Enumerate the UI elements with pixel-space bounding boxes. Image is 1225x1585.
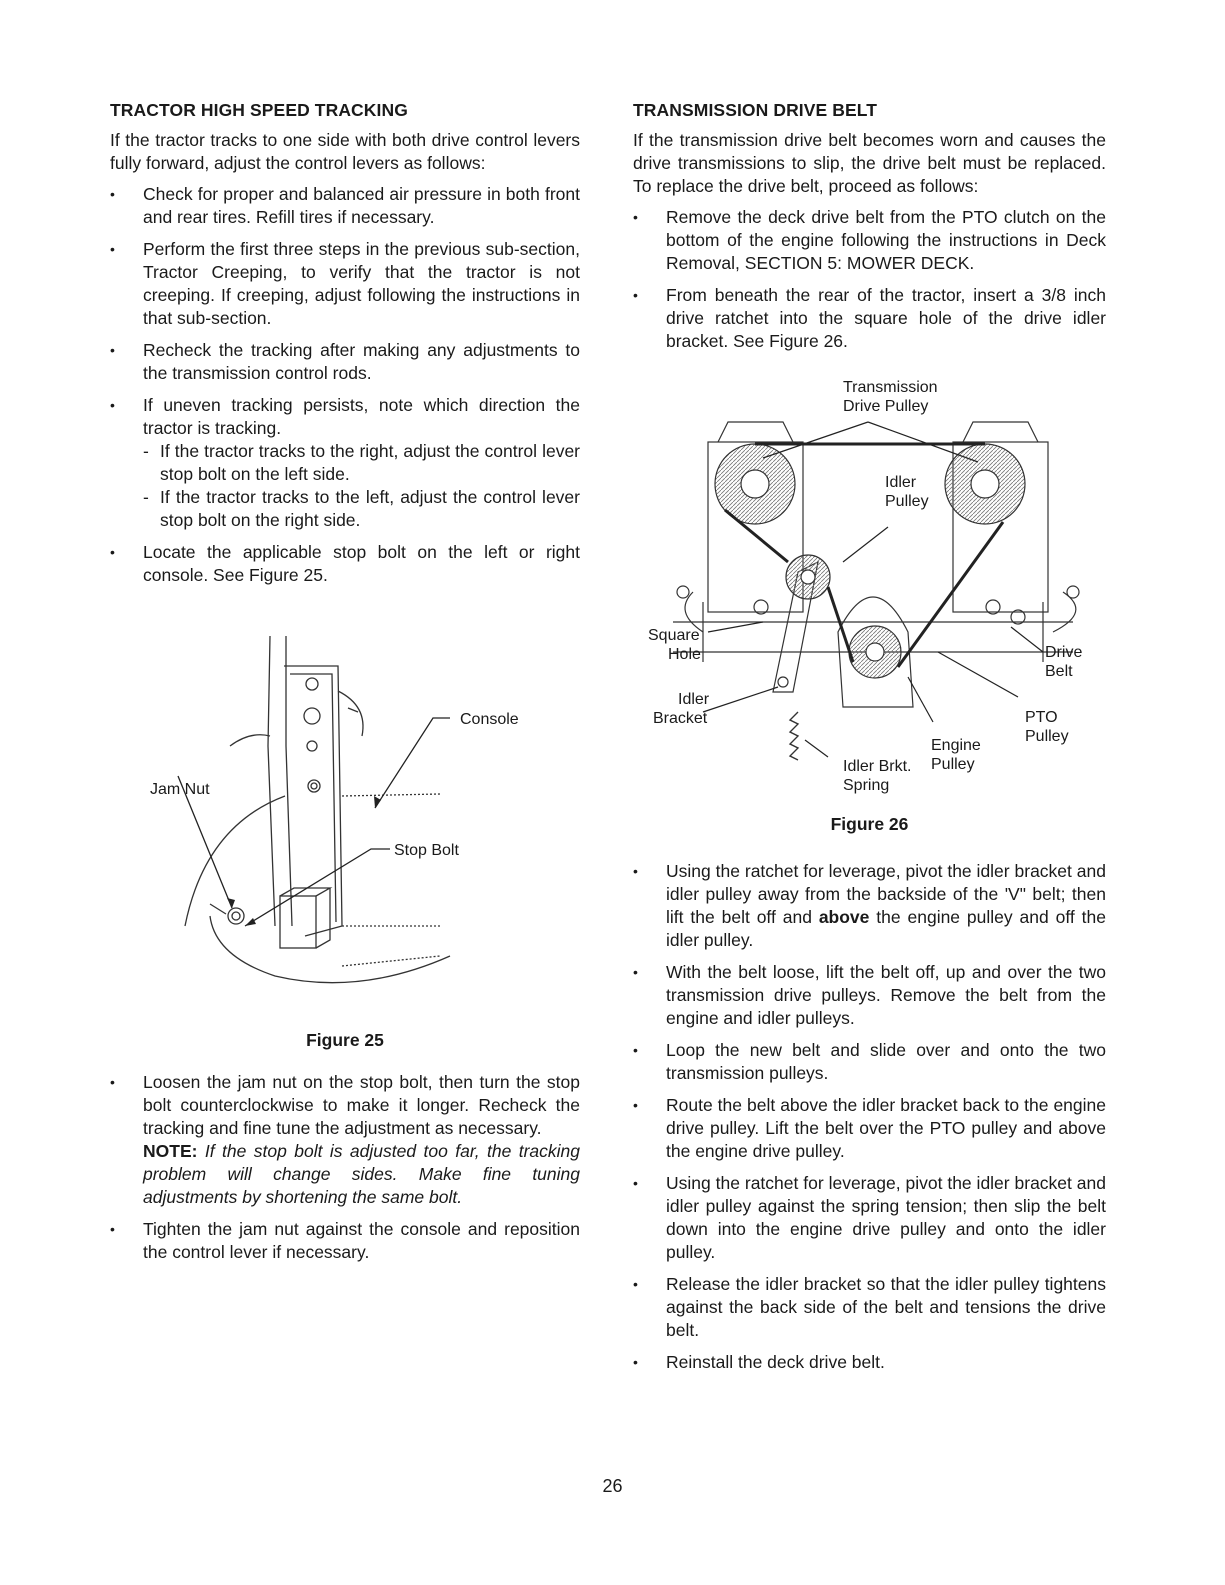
label-drive-belt-2: Belt: [1045, 663, 1073, 680]
label-idler-bracket-2: Bracket: [653, 710, 708, 727]
list-item: • Using the ratchet for leverage, pivot the idler bracket and idler pulley against the spring tension; then slip the belt down into the engine drive pulley and onto the idler pulley.: [633, 1172, 1106, 1264]
left-column: [110, 100, 580, 1273]
drive-belt-steps: [633, 206, 1106, 353]
label-transmission-1: Transmission: [843, 379, 938, 396]
console-stop-bolt-illustration: [110, 596, 580, 1021]
list-item: • Perform the first three steps in the previous sub-section, Tractor Creeping, to verify that the tractor is not creeping. If creeping, adjust following the instructions in that sub-section.: [110, 238, 580, 330]
page-number: 26: [602, 1476, 623, 1496]
list-item: • Recheck the tracking after making any adjustments to the transmission control rods.: [110, 339, 580, 385]
list-item: • Tighten the jam nut against the console and reposition the control lever if necessary.: [110, 1218, 580, 1264]
label-square-hole-2: Hole: [668, 646, 701, 663]
list-item: • Remove the deck drive belt from the PTO clutch on the bottom of the engine following the instructions in Deck Removal, SECTION 5: MOWER DECK.: [633, 206, 1106, 275]
list-item: • From beneath the rear of the tractor, insert a 3/8 inch drive ratchet into the square hole of the drive idler bracket. See Figure 26.: [633, 284, 1106, 353]
list-item: [110, 394, 580, 532]
figure-25: [110, 596, 580, 1050]
drive-belt-illustration: [633, 362, 1106, 817]
list-item: • Reinstall the deck drive belt.: [633, 1351, 1106, 1374]
note-text: If the stop bolt is adjusted too far, the tracking problem will change sides. Make fine tuning adjustments by shortening the same bolt.: [143, 1141, 580, 1207]
label-idler-spring-2: Spring: [843, 777, 890, 794]
emphasis-text: above: [818, 907, 870, 927]
note-label: NOTE:: [143, 1141, 198, 1161]
label-square-hole-1: Square: [648, 627, 700, 644]
label-idler-spring-1: Idler Brkt.: [843, 758, 912, 775]
list-item-text: the engine pulley and off the idler pulley.: [666, 907, 1106, 950]
drive-belt-steps-continued: [633, 860, 1106, 1374]
section-heading-drive-belt: TRANSMISSION DRIVE BELT: [633, 100, 878, 120]
list-item-text: Using the ratchet for leverage, pivot the idler bracket and idler pulley away from the backside of the 'V" belt; then lift the belt off and: [666, 861, 1106, 927]
list-item: [633, 860, 1106, 952]
list-item: • Route the belt above the idler bracket back to the engine drive pulley. Lift the belt over the PTO pulley and above the engine drive pulley.: [633, 1094, 1106, 1163]
label-idler-pulley-1: Idler: [885, 474, 917, 491]
tracking-steps-continued: [110, 1071, 580, 1264]
label-pto-pulley-2: Pulley: [1025, 728, 1069, 745]
note: [143, 1140, 580, 1209]
list-item: • Release the idler bracket so that the idler pulley tightens against the back side of the belt and tensions the drive belt.: [633, 1273, 1106, 1342]
label-jam-nut: Jam Nut: [150, 781, 210, 798]
figure-26: [633, 362, 1106, 842]
list-item: • Loop the new belt and slide over and onto the two transmission pulleys.: [633, 1039, 1106, 1085]
list-item: • Check for proper and balanced air pressure in both front and rear tires. Refill tires if necessary.: [110, 183, 580, 229]
label-console: Console: [460, 711, 519, 728]
tracking-intro: If the tractor tracks to one side with both drive control levers fully forward, adjust the control levers as follows:: [110, 130, 580, 173]
label-engine-pulley-1: Engine: [931, 737, 981, 754]
label-idler-bracket-1: Idler: [678, 691, 710, 708]
sub-list-item: - If the tractor tracks to the right, adjust the control lever stop bolt on the left side.: [143, 440, 580, 486]
section-heading-tracking: TRACTOR HIGH SPEED TRACKING: [110, 100, 408, 120]
label-engine-pulley-2: Pulley: [931, 756, 975, 773]
list-item: • Locate the applicable stop bolt on the left or right console. See Figure 25.: [110, 541, 580, 587]
list-item-text: Loosen the jam nut on the stop bolt, then turn the stop bolt counterclockwise to make it longer. Recheck the tracking and fine tune the adjustment as necessary.: [143, 1072, 580, 1138]
label-stop-bolt: Stop Bolt: [394, 842, 459, 859]
figure-25-caption: Figure 25: [306, 1030, 384, 1050]
drive-belt-intro: If the transmission drive belt becomes worn and causes the drive transmissions to slip, the drive belt must be replaced. To replace the drive belt, proceed as follows:: [633, 130, 1106, 196]
list-item: • With the belt loose, lift the belt off, up and over the two transmission drive pulleys. Remove the belt from the engine and idler pulleys.: [633, 961, 1106, 1030]
sub-list-item: - If the tractor tracks to the left, adjust the control lever stop bolt on the right side.: [143, 486, 580, 532]
label-drive-belt-1: Drive: [1045, 644, 1083, 661]
right-column: [633, 100, 1106, 1383]
figure-26-caption: Figure 26: [830, 814, 909, 834]
label-transmission-2: Drive Pulley: [843, 398, 929, 415]
list-item: [110, 1071, 580, 1209]
list-item-text: If uneven tracking persists, note which direction the tractor is tracking.: [143, 395, 580, 438]
label-pto-pulley-1: PTO: [1025, 709, 1058, 726]
tracking-steps: [110, 183, 580, 587]
label-idler-pulley-2: Pulley: [885, 493, 929, 510]
